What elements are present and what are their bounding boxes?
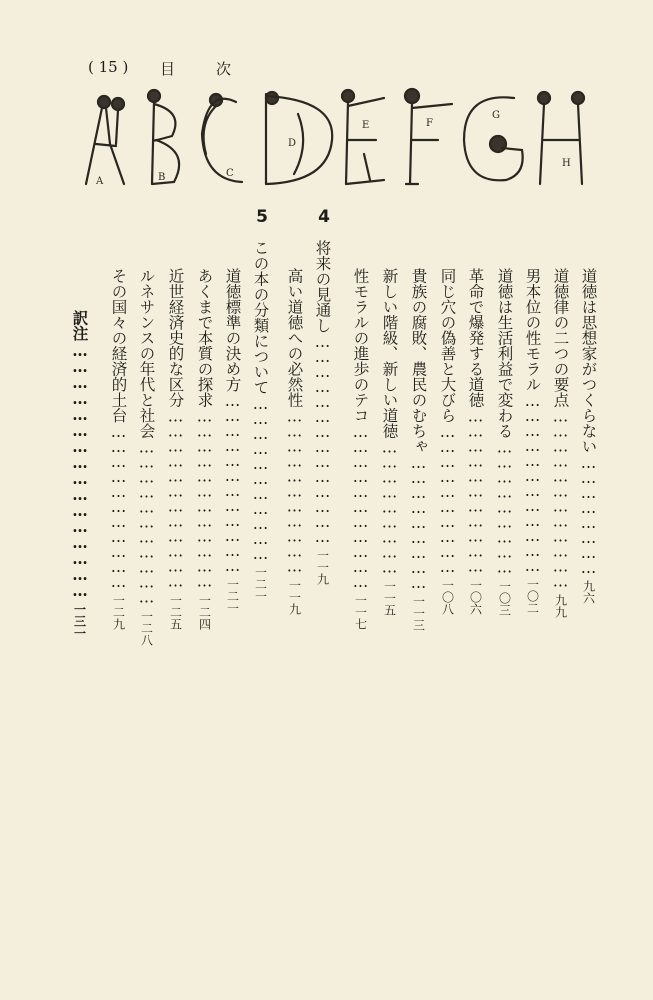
- toc-entry-title: 近世経済史的な区分: [166, 268, 185, 408]
- toc-entry-title: 道徳標準の決め方: [223, 268, 242, 392]
- toc-entry-title: 新しい階級、新しい道徳: [380, 268, 399, 439]
- toc-entry[interactable]: [196, 268, 212, 833]
- toc-entry[interactable]: [496, 268, 512, 833]
- toc-entry-page: 一〇三: [497, 579, 512, 616]
- toc-leader: ………………………: [409, 454, 428, 589]
- toc-entry[interactable]: [580, 268, 596, 833]
- toc-entry-page: 一二九: [111, 594, 126, 630]
- figure-letter-d-illustration: [266, 92, 332, 184]
- toc-entry-title: その国々の経済的土台: [109, 268, 128, 423]
- toc-leader: …………………………: [438, 423, 457, 573]
- toc-entry[interactable]: [410, 268, 426, 833]
- frieze-letter-e: E: [362, 120, 370, 131]
- toc-entry-page: 一二四: [197, 593, 212, 630]
- toc-entry-page: 一二五: [168, 593, 183, 630]
- page-number: ( 15 ): [88, 58, 129, 76]
- toc-entry-title: 同じ穴の偽善と大びら: [438, 268, 457, 423]
- section-number-4: 4: [314, 207, 334, 227]
- toc-section-title[interactable]: [252, 240, 268, 800]
- frieze-letter-c: C: [226, 168, 234, 179]
- toc-leader: ………………………: [380, 438, 399, 574]
- toc-entry[interactable]: [524, 268, 540, 833]
- toc-entry[interactable]: [110, 268, 126, 833]
- toc-entry-page: 一二一: [225, 578, 240, 614]
- toc-entry[interactable]: [439, 268, 455, 833]
- toc-entry[interactable]: [138, 268, 154, 833]
- figure-letter-b-illustration: [148, 90, 179, 184]
- toc-entry[interactable]: [352, 268, 368, 833]
- toc-leader: ……………………………: [109, 423, 128, 588]
- toc-leader: ……………………………………: [313, 333, 332, 543]
- toc-leader: ……………………………: [137, 438, 156, 604]
- frieze-letter-f: F: [426, 118, 433, 129]
- toc-leader: …………………………………………: [70, 341, 90, 597]
- toc-entry-title: 貴族の腐敗、農民のむちゃ: [409, 268, 428, 454]
- toc-entry-title: 将来の見通し: [313, 240, 332, 333]
- toc-leader: ………………………………: [523, 392, 542, 572]
- toc-entry[interactable]: [224, 268, 240, 833]
- toc-leader: ……………………: [579, 454, 598, 574]
- toc-title-char-2: 次: [216, 60, 232, 78]
- toc-entry-title: 男本位の性モラル: [523, 268, 542, 392]
- toc-entry-title: 性モラルの進歩のテコ: [351, 268, 370, 423]
- toc-entry[interactable]: [286, 268, 302, 833]
- frieze-letter-b: B: [158, 172, 166, 183]
- toc-entry-title: 革命で爆発する道徳: [466, 268, 485, 408]
- frieze-letter-g: G: [492, 110, 500, 121]
- toc-notes-entry[interactable]: [72, 310, 88, 810]
- toc-entry-title: 高い道徳への必然性: [285, 268, 304, 408]
- toc-leader: ………………………………: [195, 407, 214, 588]
- toc-entry[interactable]: [167, 268, 183, 833]
- toc-entry[interactable]: [467, 268, 483, 833]
- toc-entry-page: 一〇八: [440, 579, 455, 615]
- toc-leader: ……………………………: [351, 423, 370, 588]
- figure-letter-e-illustration: [342, 90, 384, 184]
- toc-entry-title: 道徳は生活利益で変わる: [495, 268, 514, 439]
- toc-entry-page: 一二八: [139, 609, 154, 646]
- toc-entry-title: ルネサンスの年代と社会: [137, 268, 156, 439]
- frieze-letter-h: H: [562, 158, 571, 169]
- toc-entry-page: 一一九: [315, 549, 330, 585]
- toc-entry-page: 九六: [581, 580, 596, 604]
- toc-entry-title: 道徳律の二つの要点: [551, 268, 570, 408]
- toc-leader: ………………………………: [551, 407, 570, 588]
- toc-entry-page: 一二一: [253, 566, 268, 602]
- toc-entry-page: 一一九: [287, 578, 302, 615]
- toc-entry-page: 一一七: [353, 594, 368, 630]
- toc-entry-page: 一一五: [382, 579, 397, 616]
- frieze-letter-a: A: [96, 176, 104, 187]
- toc-leader: ……………………………: [466, 407, 485, 573]
- toc-entry-page: 一三一: [72, 603, 87, 639]
- toc-leader: ………………………: [495, 438, 514, 574]
- toc-leader: ………………………………: [223, 392, 242, 572]
- figure-letter-f-illustration: [405, 89, 452, 184]
- figure-letter-c-illustration: [202, 94, 242, 182]
- toc-entry-page: 一〇二: [525, 578, 540, 614]
- toc-entry[interactable]: [381, 268, 397, 833]
- toc-entry-title: 道徳は思想家がつくらない: [579, 268, 598, 454]
- section-number-5: 5: [252, 207, 272, 227]
- toc-leader: ……………………………: [251, 395, 270, 560]
- toc-entry-page: 一〇六: [468, 578, 483, 615]
- figure-letter-a-illustration: [86, 96, 124, 184]
- toc-entry-title: あくまで本質の探求: [195, 268, 214, 408]
- frieze-letter-d: D: [288, 138, 297, 149]
- figure-letter-h-illustration: [538, 92, 584, 184]
- alphabet-figures-illustration: [66, 84, 596, 194]
- toc-title-char-1: 目: [160, 60, 176, 78]
- toc-entry-title: この本の分類について: [251, 240, 270, 395]
- toc-entry[interactable]: [552, 268, 568, 833]
- toc-section-title[interactable]: [314, 240, 330, 800]
- toc-entry-page: 九九: [553, 593, 568, 618]
- toc-leader: ………………………………: [166, 407, 185, 588]
- toc-entry-page: 一一三: [411, 595, 426, 631]
- toc-leader: ……………………………: [285, 407, 304, 573]
- toc-entry-title: 訳注: [70, 310, 90, 341]
